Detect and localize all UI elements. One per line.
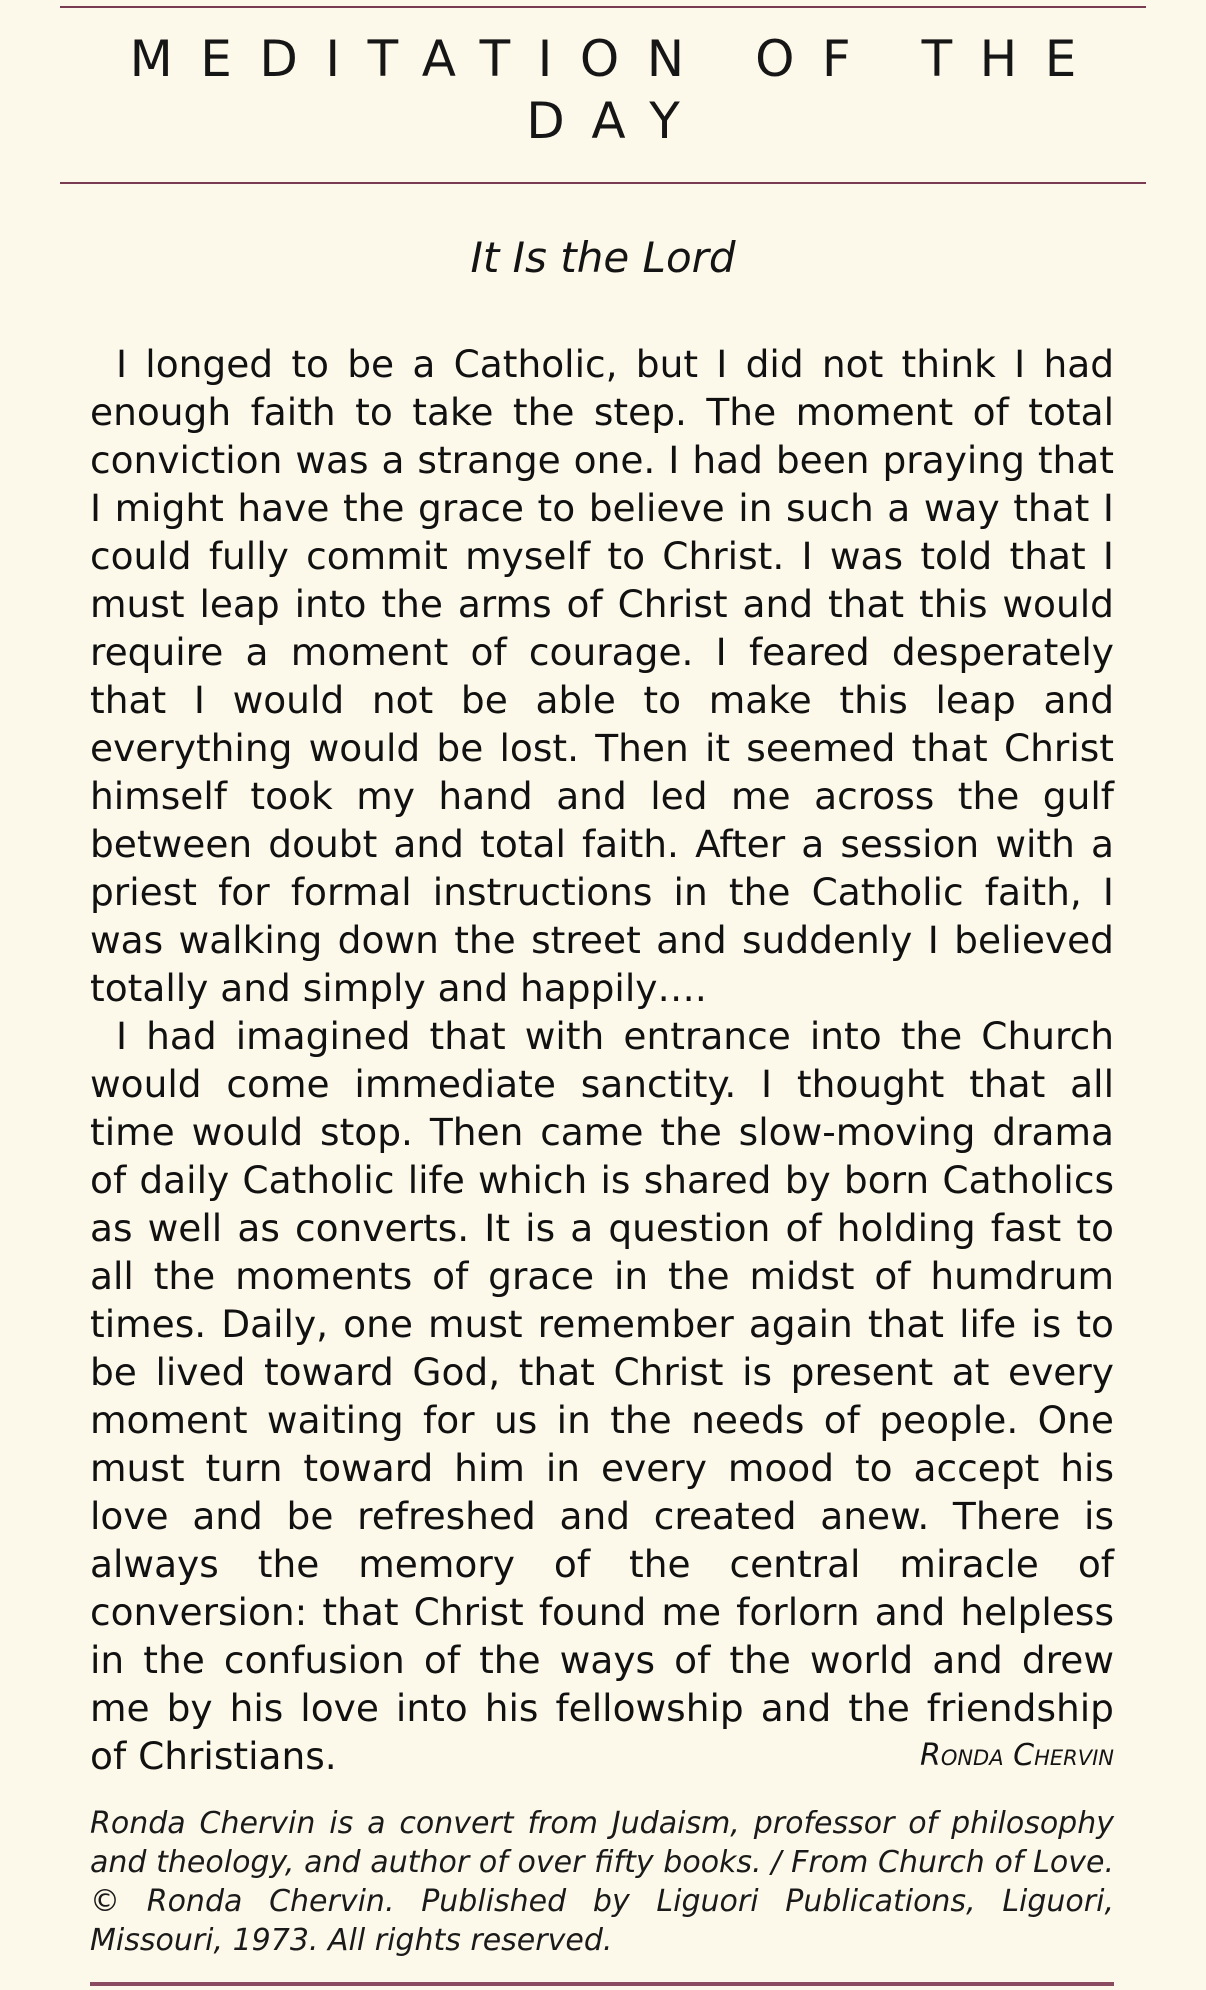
author-byline: Ronda Chervin — [919, 1738, 1114, 1773]
body-paragraph: I longed to be a Catholic, but I did not think I had enough faith to take the step. The moment of total conviction was a strange one. I had been praying that I might have the grace to believe in such a way that I could fully commit myself to Christ. I was told that I must leap into the arms of Christ and that this would require a moment of courage. I feared desperately that I would not be able to make this leap and everything would be lost. Then it seemed that Christ himself took my hand and led me across the gulf between doubt and total faith. After a session with a priest for formal instructions in the Catholic faith, I was walking down the street and suddenly I believed totally and simply and happily…. — [90, 342, 1114, 1010]
heading-divider — [60, 182, 1146, 184]
article-title: It Is the Lord — [470, 233, 736, 282]
bottom-divider — [90, 1982, 1114, 1986]
section-heading: MEDITATION OF THE DAY — [129, 30, 1104, 150]
article-body — [90, 340, 1114, 1780]
source-footnote: Ronda Chervin is a convert from Judaism, professor of philosophy and theology, and author of over fifty books. / From Church of Love. © Ronda Chervin. Published by Liguori Publications, Liguori, Missouri, 1973. All rights reserved. — [90, 1806, 1114, 1958]
top-divider — [60, 6, 1146, 8]
body-paragraph: I had imagined that with entrance into the Church would come immediate sanctity. I thought that all time would stop. Then came the slow-moving drama of daily Catholic life which is shared by born Catholics as well as converts. It is a question of holding fast to all the moments of grace in the midst of humdrum times. Daily, one must remember again that life is to be lived toward God, that Christ is present at every moment waiting for us in the needs of people. One must turn toward him in every mood to accept his love and be refreshed and created anew. There is always the memory of the central miracle of conversion: that Christ found me forlorn and helpless in the confusion of the ways of the world and drew me by his love into his fellowship and the friendship of Christians. — [90, 1014, 1114, 1778]
